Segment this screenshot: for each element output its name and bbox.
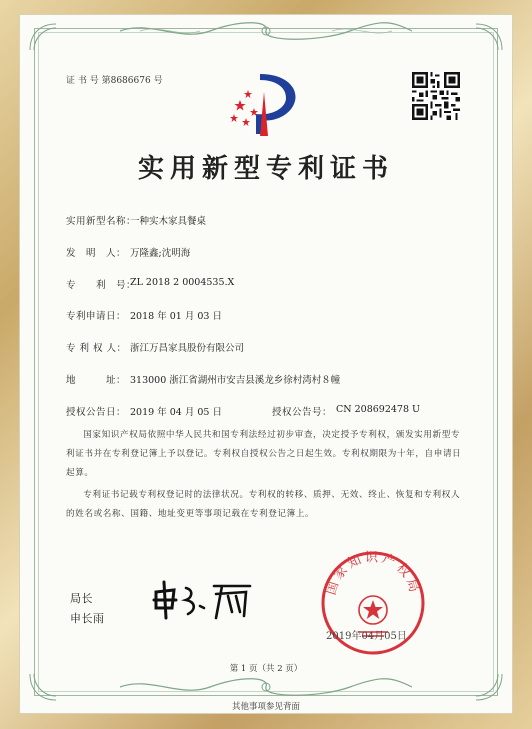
patent-holder-value: 浙江万昌家具股份有限公司 [130, 343, 245, 354]
qr-code-icon [412, 72, 460, 120]
grant-date-value: 2019 年 04 月 05 日 [130, 407, 222, 418]
inventor-value: 万隆鑫;沈明海 [130, 248, 191, 259]
director-name: 申长雨 [70, 612, 105, 625]
grant-date-label: 授权公告日： [66, 407, 127, 418]
svg-text:国家知识产权局: 国家知识产权局 [323, 550, 423, 597]
grant-statement-paragraph: 国家知识产权局依照中华人民共和国专利法经过初步审查，决定授予专利权，颁发实用新型专利证书并在专利登记簿上予以登记。专利权自授权公告之日起生效。专利权期限为十年，自申请日起算。 [66, 430, 462, 478]
certificate-title: 实用新型专利证书 [137, 154, 394, 184]
certificate-number [66, 73, 163, 86]
top-ornament-icon [120, 20, 412, 42]
certificate-number-value: 8686676 [110, 76, 151, 86]
address-value: 313000 浙江省湖州市安吉县溪龙乡徐村湾村８幢 [130, 375, 341, 386]
patent-number-label: 专 利 号： [66, 280, 137, 291]
director-signature-icon [150, 578, 260, 622]
grant-number-value: CN 208692478 U [336, 404, 421, 415]
legal-status-paragraph: 专利证书记载专利权登记时的法律状况。专利权的转移、质押、无效、终止、恢复和专利权人的姓名或名称、国籍、地址变更等事项记载在专利登记簿上。 [66, 490, 461, 519]
address-label: 地 址： [66, 375, 127, 386]
filing-date-value: 2018 年 01 月 03 日 [130, 311, 222, 322]
seal-date: 2019年04月05日 [326, 631, 407, 642]
patent-holder-label: 专 利 权 人： [66, 343, 127, 354]
corner-ornament-icon [26, 670, 60, 704]
patent-number-value: ZL 2018 2 0004535.X [130, 277, 235, 288]
bottom-ornament-icon [120, 676, 412, 698]
footer-note: 其他事项参见背面 [231, 702, 300, 712]
grant-number-label: 授权公告号： [272, 407, 333, 418]
certificate-number-suffix: 号 [153, 76, 163, 86]
corner-ornament-icon [26, 20, 60, 54]
corner-ornament-icon [472, 20, 506, 54]
inventor-label: 发 明 人： [66, 248, 127, 259]
utility-name-label: 实用新型名称： [66, 216, 137, 227]
cnipa-logo-icon [226, 70, 302, 140]
corner-ornament-icon [472, 670, 506, 704]
page-indicator: 第 1 页（共 2 页） [229, 664, 303, 674]
utility-name-value: 一种实木家具餐桌 [130, 216, 207, 227]
filing-date-label: 专利申请日： [66, 311, 127, 322]
certificate-number-label: 证 书 号 第 [66, 76, 111, 86]
director-title: 局长 [70, 592, 93, 605]
